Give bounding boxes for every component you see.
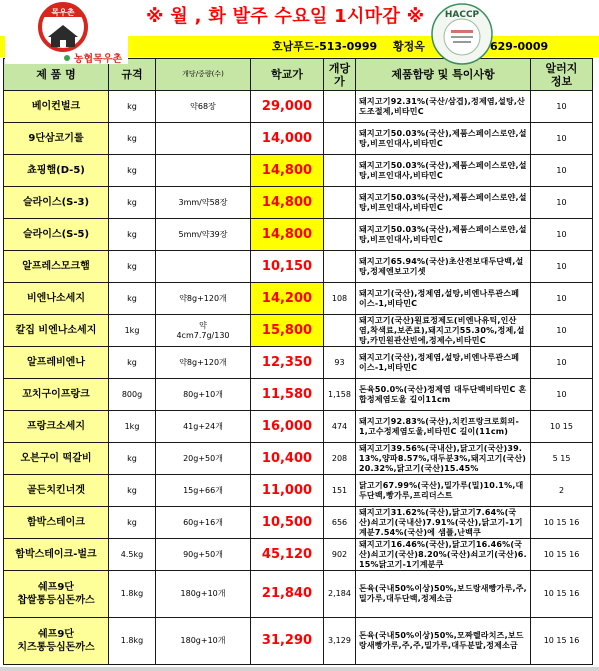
spec-cell[interactable]: 1kg <box>109 411 156 443</box>
allergy-cell[interactable]: 2 <box>531 475 593 507</box>
ingredients-text: 돼지고기(국산),정제염,설탕,비엔나루관스페이스-1,비타민C <box>359 352 520 372</box>
table-row <box>4 155 593 187</box>
pack-weight-cell[interactable]: 80g+10개 <box>156 379 251 411</box>
school-price-cell[interactable]: 14,200 <box>251 283 324 315</box>
spec-cell[interactable]: kg <box>109 283 156 315</box>
school-price-cell[interactable]: 45,120 <box>251 539 324 571</box>
table-row <box>4 251 593 283</box>
unit-price-cell[interactable] <box>324 91 356 123</box>
pack-weight-cell[interactable]: 180g+10개 <box>156 571 251 618</box>
unit-price-cell[interactable]: 208 <box>324 443 356 475</box>
ingredients-text: 돼지고기(국산)원료정제도(비엔나유틱,인산염,착색료,보존료),돼지고기55.30%,정제,설탕,카민원관산빈에,정제수,비타민C <box>359 315 525 345</box>
allergy-cell[interactable]: 10 <box>531 123 593 155</box>
nh-leaf-icon <box>64 55 70 61</box>
product-name-cell[interactable]: 오븐구이 떡갈비 <box>4 443 109 475</box>
product-name-cell[interactable]: 쵸핑햄(D-5) <box>4 155 109 187</box>
table-row <box>4 219 593 251</box>
allergy-cell[interactable]: 10 <box>531 379 593 411</box>
school-price-cell[interactable]: 11,580 <box>251 379 324 411</box>
price-table <box>3 58 593 665</box>
table-row <box>4 91 593 123</box>
pack-weight-cell[interactable]: 20g+50개 <box>156 443 251 475</box>
allergy-cell[interactable]: 10 15 <box>531 411 593 443</box>
allergy-cell[interactable]: 10 15 16 <box>531 618 593 665</box>
ingredients-cell[interactable] <box>356 618 531 665</box>
unit-price-cell[interactable]: 3,129 <box>324 618 356 665</box>
table-row <box>4 443 593 475</box>
sheet-bottom-edge <box>0 667 599 671</box>
ingredients-text: 돼지고기(국산),정제염,설탕,비엔나루관스페이스-1,비타민C <box>359 288 520 308</box>
unit-price-cell[interactable]: 474 <box>324 411 356 443</box>
pack-weight-cell[interactable]: 90g+50개 <box>156 539 251 571</box>
haccp-mark-line <box>453 41 471 43</box>
header-unit-price[interactable]: 개당가 <box>324 59 356 91</box>
ingredients-text: 돼지고기50.03%(국산),제품스페이스로얀,설탕,비프인대사,비타민C <box>359 160 527 180</box>
school-price-cell[interactable]: 31,290 <box>251 618 324 665</box>
table-row <box>4 507 593 539</box>
spec-cell[interactable]: kg <box>109 507 156 539</box>
table-row <box>4 475 593 507</box>
haccp-mark-line <box>451 36 473 38</box>
ingredients-text: 돼지고기65.94%(국산)초산전보대두단백,설탕,정제엔보고기셋 <box>359 256 524 276</box>
product-name-cell[interactable]: 함박스테이크 <box>4 507 109 539</box>
header-school-price[interactable]: 학교가 <box>251 59 324 91</box>
spec-cell[interactable]: kg <box>109 251 156 283</box>
table-row <box>4 571 593 618</box>
product-name-cell[interactable]: 알프레비엔나 <box>4 347 109 379</box>
pack-weight-cell[interactable]: 3mm/약58장 <box>156 187 251 219</box>
unit-price-cell[interactable]: 1,158 <box>324 379 356 411</box>
header-pack-weight[interactable]: 개당/중량(수) <box>156 59 251 91</box>
ingredients-cell[interactable] <box>356 283 531 315</box>
ingredients-text: 돼지고기50.03%(국산),제품스페이스로얀,설탕,비프인대사,비타민C <box>359 128 527 148</box>
haccp-text: HACCP <box>444 10 480 20</box>
school-price-cell[interactable]: 21,840 <box>251 571 324 618</box>
school-price-cell[interactable]: 14,800 <box>251 155 324 187</box>
pack-weight-cell[interactable]: 15g+66개 <box>156 475 251 507</box>
school-price-cell[interactable]: 10,500 <box>251 507 324 539</box>
product-name-cell[interactable]: 9단삼코기롤 <box>4 123 109 155</box>
school-price-cell[interactable]: 14,800 <box>251 219 324 251</box>
table-row <box>4 618 593 665</box>
unit-price-cell[interactable]: 656 <box>324 507 356 539</box>
allergy-cell[interactable]: 10 <box>531 91 593 123</box>
pack-weight-cell[interactable] <box>156 251 251 283</box>
unit-price-cell[interactable] <box>324 123 356 155</box>
school-price-cell[interactable]: 29,000 <box>251 91 324 123</box>
ingredients-text: 돈육(국내50%이상)50%,모짜렐라치즈,보드랑새빵가루,주,주,밀가루,대두분말,정제소금 <box>359 631 524 650</box>
spec-cell[interactable]: kg <box>109 443 156 475</box>
spec-cell[interactable]: 1.8kg <box>109 618 156 665</box>
ingredients-cell[interactable] <box>356 475 531 507</box>
allergy-cell[interactable]: 10 15 16 <box>531 539 593 571</box>
header-product-name[interactable]: 제 품 명 <box>4 59 109 91</box>
ingredients-cell[interactable] <box>356 507 531 539</box>
spec-cell[interactable]: kg <box>109 187 156 219</box>
product-name-cell[interactable]: 슬라이스(S-3) <box>4 187 109 219</box>
product-name-cell[interactable]: 슬라이스(S-5) <box>4 219 109 251</box>
allergy-cell[interactable]: 10 <box>531 283 593 315</box>
school-price-cell[interactable]: 14,000 <box>251 123 324 155</box>
header-ingredients[interactable]: 제품함량 및 특이사항 <box>356 59 531 91</box>
pack-weight-cell[interactable]: 약68장 <box>156 91 251 123</box>
ingredients-cell[interactable] <box>356 123 531 155</box>
ingredients-text: 닭고기67.99%(국산),밀가루(밀)10.1%,대두단백,빵가루,프리더스트 <box>359 480 524 500</box>
pack-weight-cell[interactable] <box>156 155 251 187</box>
order-deadline-title[interactable]: ※ 월 , 화 발주 수요일 1시마감 ※ <box>146 6 425 27</box>
table-body <box>4 91 593 665</box>
spec-cell[interactable]: kg <box>109 475 156 507</box>
spec-cell[interactable]: kg <box>109 219 156 251</box>
product-name-cell[interactable]: 쉐프9단 찹쌀통등심돈까스 <box>4 571 109 618</box>
pack-weight-cell[interactable]: 5mm/약39장 <box>156 219 251 251</box>
spec-cell[interactable]: 1.8kg <box>109 571 156 618</box>
spec-cell[interactable]: 4.5kg <box>109 539 156 571</box>
product-name-cell[interactable]: 골든치킨너겟 <box>4 475 109 507</box>
product-name-cell[interactable]: 칼집 비엔나소세지 <box>4 315 109 347</box>
ingredients-text: 돈육(국내50%이상)50%,보드랑새빵가루,주,밀가루,대두단백,정제소금 <box>359 584 527 603</box>
table-row <box>4 411 593 443</box>
ingredients-cell[interactable] <box>356 443 531 475</box>
ingredients-text: 돼지고기16.46%(국산),닭고기16.46%(국산)쇠고기(국산)8.20%(국산)쇠고기(국산)6.15%닭고기-1기계분쿠 <box>359 539 527 569</box>
vendor-phone-text[interactable]: 호남푸드-513-0999 <box>272 40 378 53</box>
header-spec[interactable]: 규격 <box>109 59 156 91</box>
contact-phone-text[interactable]: 629-0009 <box>490 40 549 53</box>
ingredients-text: 돈육50.0%(국산)정제염 대두단백비타민C 혼합정제염도울 길이11cm <box>359 384 527 404</box>
logo-caption: 농협목우촌 <box>73 54 123 64</box>
table-row <box>4 283 593 315</box>
allergy-cell[interactable]: 10 <box>531 315 593 347</box>
ingredients-text: 돼지고기92.31%(국산/삼겹),정제염,설탕,산도조절제,비타민C <box>359 96 526 116</box>
pack-weight-cell[interactable]: 약8g+120개 <box>156 347 251 379</box>
table-row <box>4 315 593 347</box>
unit-price-cell[interactable]: 93 <box>324 347 356 379</box>
ingredients-text: 돼지고기31.62%(국산),닭고기7.64%(국산)쇠고기(국내산)7.91%(국산),닭고기-1기계분7.54%(국산)에 샘플,난백쿠 <box>359 507 523 537</box>
product-name-cell[interactable]: 베이컨벌크 <box>4 91 109 123</box>
pack-weight-cell[interactable]: 41g+24개 <box>156 411 251 443</box>
pack-weight-cell[interactable] <box>156 123 251 155</box>
ingredients-cell[interactable] <box>356 155 531 187</box>
product-name-cell[interactable]: 프랑크소세지 <box>4 411 109 443</box>
unit-price-cell[interactable] <box>324 187 356 219</box>
school-price-cell[interactable]: 10,150 <box>251 251 324 283</box>
ingredients-text: 돼지고기50.03%(국산),제품스페이스로얀,설탕,비프인대사,비타민C <box>359 224 527 244</box>
allergy-cell[interactable]: 5 15 <box>531 443 593 475</box>
table-row <box>4 187 593 219</box>
allergy-cell[interactable]: 10 <box>531 187 593 219</box>
haccp-logo <box>430 2 494 66</box>
school-price-cell[interactable]: 12,350 <box>251 347 324 379</box>
pack-weight-cell[interactable]: 180g+10개 <box>156 618 251 665</box>
unit-price-cell[interactable]: 108 <box>324 283 356 315</box>
ingredients-cell[interactable] <box>356 379 531 411</box>
barn-door-icon <box>60 40 66 47</box>
header-allergy[interactable]: 알러지 정보 <box>531 59 593 91</box>
unit-price-cell[interactable] <box>324 251 356 283</box>
spec-cell[interactable]: 800g <box>109 379 156 411</box>
unit-price-cell[interactable]: 2,184 <box>324 571 356 618</box>
school-price-cell[interactable]: 14,800 <box>251 187 324 219</box>
mokwoochon-logo-graphic <box>5 0 128 64</box>
ingredients-cell[interactable] <box>356 347 531 379</box>
contact-name-text[interactable]: 황정옥 <box>393 40 425 53</box>
unit-price-cell[interactable] <box>324 315 356 347</box>
ingredients-text: 돼지고기92.83%(국산),치킨프랑크로회의-1,고수정제염도울,비타민C 길이(11cm) <box>359 416 519 436</box>
product-name-cell[interactable]: 함박스테이크-벌크 <box>4 539 109 571</box>
ingredients-cell[interactable] <box>356 219 531 251</box>
allergy-cell[interactable]: 10 <box>531 251 593 283</box>
spec-cell[interactable]: 1kg <box>109 315 156 347</box>
allergy-cell[interactable]: 10 <box>531 155 593 187</box>
table-row <box>4 379 593 411</box>
spec-cell[interactable]: kg <box>109 347 156 379</box>
allergy-cell[interactable]: 10 <box>531 219 593 251</box>
allergy-cell[interactable]: 10 <box>531 347 593 379</box>
product-name-cell[interactable]: 비엔나소세지 <box>4 283 109 315</box>
ingredients-cell[interactable] <box>356 571 531 618</box>
allergy-cell[interactable]: 10 15 16 <box>531 571 593 618</box>
product-name-cell[interactable]: 알프레스모크햄 <box>4 251 109 283</box>
pack-weight-cell[interactable]: 약 4cm7.7g/130 <box>156 315 251 347</box>
spec-cell[interactable]: kg <box>109 155 156 187</box>
ingredients-cell[interactable] <box>356 539 531 571</box>
school-price-cell[interactable]: 16,000 <box>251 411 324 443</box>
spec-cell[interactable]: kg <box>109 91 156 123</box>
mokwoochon-logo <box>5 0 128 64</box>
unit-price-cell[interactable]: 151 <box>324 475 356 507</box>
table-row <box>4 347 593 379</box>
table-row <box>4 123 593 155</box>
logo-ring-text: 목우촌 <box>51 8 75 17</box>
haccp-logo-graphic <box>430 2 494 66</box>
pack-weight-cell[interactable]: 약8g+120개 <box>156 283 251 315</box>
spec-cell[interactable]: kg <box>109 123 156 155</box>
ingredients-cell[interactable] <box>356 187 531 219</box>
product-name-cell[interactable]: 쉐프9단 치즈통등심돈까스 <box>4 618 109 665</box>
haccp-mark-line <box>451 30 473 33</box>
school-price-cell[interactable]: 10,400 <box>251 443 324 475</box>
unit-price-cell[interactable]: 902 <box>324 539 356 571</box>
ingredients-cell[interactable] <box>356 411 531 443</box>
unit-price-cell[interactable] <box>324 219 356 251</box>
ingredients-cell[interactable] <box>356 315 531 347</box>
allergy-cell[interactable]: 10 15 16 <box>531 507 593 539</box>
school-price-cell[interactable]: 15,800 <box>251 315 324 347</box>
ingredients-text: 돼지고기50.03%(국산),제품스페이스로얀,설탕,비프인대사,비타민C <box>359 192 527 212</box>
ingredients-cell[interactable] <box>356 251 531 283</box>
product-name-cell[interactable]: 꼬치구이프랑크 <box>4 379 109 411</box>
table-row <box>4 539 593 571</box>
ingredients-cell[interactable] <box>356 91 531 123</box>
pack-weight-cell[interactable]: 60g+16개 <box>156 507 251 539</box>
school-price-cell[interactable]: 11,000 <box>251 475 324 507</box>
ingredients-text: 돼지고기39.56%(국내산),닭고기(국산)39.13%,양파8.57%,대두분3%,돼지고기(국산)20.32%,닭고기(국산)15.45% <box>359 443 527 473</box>
unit-price-cell[interactable] <box>324 155 356 187</box>
